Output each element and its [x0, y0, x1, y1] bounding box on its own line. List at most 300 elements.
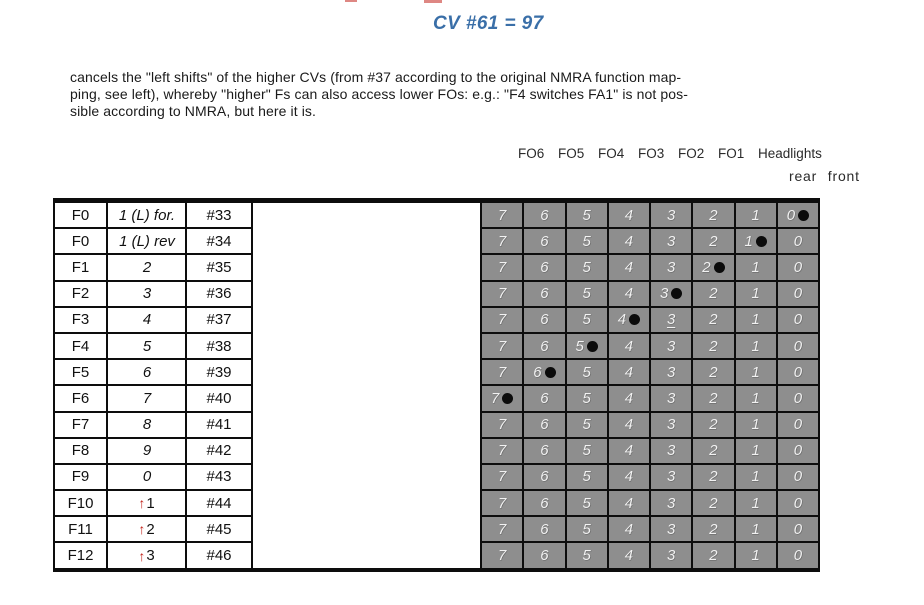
bit-cell	[567, 282, 607, 306]
bit-cell	[567, 308, 607, 332]
bit-cell	[567, 360, 607, 384]
bit-number: 7	[497, 337, 507, 355]
cv-number-cell: #35	[187, 255, 251, 279]
nmra-value-cell	[108, 282, 185, 306]
up-arrow-icon: ↑	[138, 495, 146, 512]
bit-cell	[778, 413, 818, 437]
bit-number: 3	[666, 311, 676, 329]
bit-cell	[736, 334, 776, 358]
bit-cell	[567, 491, 607, 515]
bit-cell	[693, 386, 733, 410]
bit-number: 3	[666, 206, 676, 224]
nmra-value-cell	[108, 517, 185, 541]
output-column-headers: FO6 FO5 FO4 FO3 FO2 FO1 Headlights	[518, 146, 822, 161]
bit-cell	[482, 543, 522, 567]
bit-cell	[651, 543, 691, 567]
bit-number: 1	[751, 494, 760, 512]
bit-number: 0	[793, 337, 803, 355]
bit-number: 6	[540, 442, 549, 460]
bit-cell	[736, 203, 776, 227]
cv-number-cell: #44	[187, 491, 251, 515]
bit-number: 4	[624, 416, 634, 434]
bit-number: 0	[793, 389, 803, 407]
bit-cell	[609, 308, 649, 332]
function-mapped-dot	[629, 314, 640, 325]
bit-number: 3	[659, 285, 669, 303]
bit-cell	[778, 282, 818, 306]
bit-cell	[693, 491, 733, 515]
cv-number-cell: #36	[187, 282, 251, 306]
bit-number: 5	[582, 520, 591, 538]
page-title: CV #61 = 97	[433, 13, 544, 34]
bit-cell	[482, 360, 522, 384]
nmra-value-cell	[108, 465, 185, 489]
bit-number: 1	[751, 311, 760, 329]
function-mapped-dot	[798, 210, 809, 221]
headlights-sublabels: rear front	[789, 168, 860, 184]
cv-number-cell: #33	[187, 203, 251, 227]
bit-number: 6	[540, 520, 549, 538]
function-key-cell: F6	[55, 386, 106, 410]
nmra-value-cell	[108, 439, 185, 463]
bit-cell	[651, 203, 691, 227]
nmra-value-cell	[108, 360, 185, 384]
bit-cell	[609, 413, 649, 437]
bit-number: 0	[793, 520, 803, 538]
up-arrow-icon: ↑	[138, 547, 146, 564]
bit-number: 2	[709, 547, 718, 565]
bit-number: 1	[751, 363, 760, 381]
bit-number: 7	[490, 389, 500, 407]
bit-number: 1	[751, 547, 760, 565]
bit-cell	[609, 203, 649, 227]
nmra-value: 1 (L) for.	[118, 206, 176, 224]
nmra-value: 9	[142, 442, 152, 460]
bit-cell	[567, 203, 607, 227]
bit-number: 6	[540, 258, 549, 276]
bit-cell	[524, 517, 564, 541]
function-key-cell: F1	[55, 255, 106, 279]
bit-cell	[736, 413, 776, 437]
cv-number-cell: #40	[187, 386, 251, 410]
bit-cell	[524, 439, 564, 463]
bit-number: 0	[793, 258, 803, 276]
bit-number: 7	[497, 363, 507, 381]
bit-number: 5	[582, 258, 591, 276]
nmra-value-cell	[108, 386, 185, 410]
bit-number: 6	[540, 206, 549, 224]
function-key-cell: F7	[55, 413, 106, 437]
bit-number: 6	[540, 311, 549, 329]
up-arrow-icon: ↑	[138, 521, 146, 538]
bit-number: 6	[533, 363, 542, 381]
bit-number: 3	[666, 337, 676, 355]
bit-cell	[736, 308, 776, 332]
paragraph-line: ping, see left), whereby "higher" Fs can also access lower FOs: e.g.: "F4 switches FA1" is not pos-	[70, 86, 689, 102]
bit-cell	[567, 517, 607, 541]
bit-number: 2	[709, 442, 718, 460]
nmra-value: 1 (L) rev	[119, 232, 175, 250]
bit-number: 7	[497, 416, 507, 434]
bit-number: 3	[666, 416, 676, 434]
bit-number: 2	[709, 494, 718, 512]
bit-cell	[482, 282, 522, 306]
bit-cell	[482, 491, 522, 515]
bit-cell	[693, 439, 733, 463]
paragraph-line: sible according to NMRA, but here it is.	[70, 103, 316, 119]
bit-number: 3	[666, 389, 676, 407]
function-mapped-dot	[545, 367, 556, 378]
bit-number: 1	[744, 232, 753, 250]
bit-cell	[736, 229, 776, 253]
table-bottom-border	[53, 568, 820, 572]
bit-number: 4	[624, 363, 634, 381]
cropped-text-fragment	[424, 0, 442, 3]
bit-number: 4	[624, 232, 634, 250]
bit-number: 6	[540, 285, 549, 303]
nmra-value: 3	[142, 285, 152, 303]
bit-number: 0	[793, 442, 803, 460]
bit-cell	[524, 386, 564, 410]
bit-number: 4	[624, 258, 634, 276]
function-key-cell: F9	[55, 465, 106, 489]
nmra-value: 3	[146, 547, 155, 565]
function-key-cell: F2	[55, 282, 106, 306]
function-key-cell: F3	[55, 308, 106, 332]
bit-cell	[524, 465, 564, 489]
bit-cell	[736, 517, 776, 541]
bit-number: 4	[624, 285, 634, 303]
bit-number: 1	[751, 285, 760, 303]
bit-cell	[609, 386, 649, 410]
bit-cell	[482, 386, 522, 410]
bit-matrix	[480, 203, 820, 568]
function-key-cell: F8	[55, 439, 106, 463]
bit-cell	[651, 360, 691, 384]
bit-cell	[482, 334, 522, 358]
bit-number: 5	[582, 389, 591, 407]
function-key-cell: F4	[55, 334, 106, 358]
bit-number: 3	[666, 258, 676, 276]
bit-number: 3	[666, 442, 676, 460]
nmra-value: 4	[142, 311, 152, 329]
bit-number: 7	[497, 468, 507, 486]
bit-cell	[693, 255, 733, 279]
nmra-value: 7	[142, 389, 152, 407]
bit-number: 5	[582, 547, 591, 565]
bit-number: 7	[497, 311, 507, 329]
bit-number: 5	[582, 468, 591, 486]
bit-cell	[778, 255, 818, 279]
bit-number: 1	[751, 442, 760, 460]
bit-cell	[524, 255, 564, 279]
bit-cell	[609, 439, 649, 463]
bit-number: 5	[582, 494, 591, 512]
function-key-cell: F11	[55, 517, 106, 541]
bit-number: 1	[751, 416, 760, 434]
bit-cell	[482, 517, 522, 541]
function-key-cell: F5	[55, 360, 106, 384]
bit-cell	[567, 543, 607, 567]
bit-number: 5	[582, 232, 591, 250]
bit-cell	[778, 543, 818, 567]
bit-cell	[524, 413, 564, 437]
nmra-value-cell	[108, 308, 185, 332]
bit-number: 3	[666, 232, 676, 250]
bit-cell	[651, 229, 691, 253]
bit-cell	[609, 282, 649, 306]
bit-cell	[609, 491, 649, 515]
bit-number: 3	[666, 494, 676, 512]
function-mapped-dot	[587, 341, 598, 352]
bit-cell	[524, 308, 564, 332]
bit-cell	[524, 203, 564, 227]
bit-number: 4	[624, 520, 634, 538]
bit-number: 7	[497, 494, 507, 512]
bit-number: 7	[497, 206, 507, 224]
cv-number-cell: #43	[187, 465, 251, 489]
function-mapped-dot	[756, 236, 767, 247]
bit-cell	[778, 439, 818, 463]
bit-cell	[693, 203, 733, 227]
bit-cell	[736, 465, 776, 489]
bit-cell	[736, 386, 776, 410]
bit-cell	[651, 517, 691, 541]
bit-number: 0	[793, 494, 803, 512]
bit-number: 1	[751, 258, 760, 276]
nmra-value-cell	[108, 413, 185, 437]
bit-number: 3	[666, 468, 676, 486]
bit-number: 3	[666, 363, 676, 381]
bit-number: 2	[702, 258, 711, 276]
function-key-cell: F12	[55, 543, 106, 567]
bit-number: 5	[582, 285, 591, 303]
bit-cell	[567, 334, 607, 358]
nmra-value-cell	[108, 334, 185, 358]
bit-cell	[651, 413, 691, 437]
bit-cell	[609, 229, 649, 253]
bit-cell	[693, 543, 733, 567]
function-cv-table	[53, 203, 253, 568]
function-mapped-dot	[714, 262, 725, 273]
bit-number: 4	[624, 547, 634, 565]
nmra-value-cell	[108, 229, 185, 253]
bit-number: 5	[582, 311, 591, 329]
bit-cell	[736, 543, 776, 567]
bit-number: 2	[709, 337, 718, 355]
bit-number: 7	[497, 442, 507, 460]
cropped-text-fragment	[345, 0, 357, 2]
bit-number: 0	[793, 232, 803, 250]
bit-number: 2	[709, 520, 718, 538]
bit-number: 4	[624, 206, 634, 224]
bit-number: 4	[624, 494, 634, 512]
bit-cell	[524, 491, 564, 515]
function-key-cell: F0	[55, 203, 106, 227]
nmra-value: 2	[142, 258, 152, 276]
bit-number: 2	[709, 416, 718, 434]
bit-number: 0	[786, 206, 796, 224]
cv-number-cell: #38	[187, 334, 251, 358]
bit-cell	[778, 491, 818, 515]
bit-cell	[524, 543, 564, 567]
bit-cell	[567, 413, 607, 437]
bit-cell	[567, 465, 607, 489]
cv-number-cell: #37	[187, 308, 251, 332]
bit-number: 0	[793, 468, 803, 486]
bit-cell	[524, 229, 564, 253]
bit-number: 6	[540, 337, 549, 355]
bit-number: 2	[709, 468, 718, 486]
bit-cell	[693, 413, 733, 437]
cv-number-cell: #45	[187, 517, 251, 541]
nmra-value: 0	[142, 468, 152, 486]
cv-number-cell: #42	[187, 439, 251, 463]
bit-number: 6	[540, 416, 549, 434]
nmra-value: 1	[146, 494, 155, 512]
bit-cell	[651, 334, 691, 358]
bit-cell	[736, 439, 776, 463]
nmra-value: 6	[142, 363, 152, 381]
bit-cell	[778, 229, 818, 253]
bit-number: 4	[624, 442, 634, 460]
bit-cell	[651, 386, 691, 410]
bit-number: 4	[624, 389, 634, 407]
bit-cell	[693, 334, 733, 358]
bit-cell	[736, 282, 776, 306]
bit-cell	[651, 255, 691, 279]
bit-number: 2	[709, 363, 718, 381]
bit-number: 4	[624, 337, 634, 355]
bit-cell	[482, 465, 522, 489]
bit-number: 6	[540, 547, 549, 565]
bit-cell	[651, 308, 691, 332]
bit-cell	[778, 465, 818, 489]
bit-number: 5	[582, 363, 591, 381]
bit-number: 1	[751, 337, 760, 355]
bit-cell	[524, 360, 564, 384]
nmra-value-cell	[108, 491, 185, 515]
bit-number: 4	[617, 311, 627, 329]
bit-cell	[567, 386, 607, 410]
function-key-cell: F0	[55, 229, 106, 253]
bit-cell	[736, 491, 776, 515]
bit-cell	[609, 334, 649, 358]
bit-cell	[693, 517, 733, 541]
cv-number-cell: #46	[187, 543, 251, 567]
bit-number: 5	[582, 442, 591, 460]
bit-number: 1	[751, 389, 760, 407]
nmra-value-cell	[108, 255, 185, 279]
bit-number: 7	[497, 258, 507, 276]
bit-number: 6	[540, 232, 549, 250]
bit-cell	[567, 439, 607, 463]
bit-cell	[778, 360, 818, 384]
bit-cell	[693, 465, 733, 489]
nmra-value-cell	[108, 203, 185, 227]
bit-number: 6	[540, 389, 549, 407]
cv-number-cell: #34	[187, 229, 251, 253]
bit-number: 3	[666, 547, 676, 565]
bit-cell	[567, 229, 607, 253]
bit-cell	[778, 308, 818, 332]
bit-number: 2	[709, 389, 718, 407]
bit-number: 2	[709, 311, 718, 329]
bit-cell	[693, 360, 733, 384]
bit-number: 1	[751, 468, 760, 486]
bit-number: 6	[540, 468, 549, 486]
bit-cell	[482, 255, 522, 279]
bit-number: 0	[793, 285, 803, 303]
bit-number: 2	[709, 285, 718, 303]
bit-number: 7	[497, 520, 507, 538]
bit-cell	[651, 282, 691, 306]
bit-number: 0	[793, 311, 803, 329]
bit-number: 1	[751, 206, 760, 224]
bit-number: 7	[497, 547, 507, 565]
bit-cell	[651, 491, 691, 515]
bit-cell	[778, 334, 818, 358]
bit-number: 5	[582, 416, 591, 434]
bit-cell	[778, 203, 818, 227]
bit-number: 4	[624, 468, 634, 486]
nmra-value-cell	[108, 543, 185, 567]
bit-number: 2	[709, 232, 718, 250]
bit-number: 6	[540, 494, 549, 512]
bit-cell	[693, 229, 733, 253]
bit-cell	[482, 308, 522, 332]
bit-cell	[693, 282, 733, 306]
bit-number: 1	[751, 520, 760, 538]
bit-number: 2	[709, 206, 718, 224]
cv-number-cell: #39	[187, 360, 251, 384]
bit-cell	[609, 543, 649, 567]
bit-cell	[567, 255, 607, 279]
bit-number: 0	[793, 547, 803, 565]
function-key-cell: F10	[55, 491, 106, 515]
bit-cell	[651, 465, 691, 489]
bit-cell	[609, 255, 649, 279]
bit-cell	[609, 465, 649, 489]
bit-number: 7	[497, 232, 507, 250]
bit-cell	[651, 439, 691, 463]
bit-number: 0	[793, 363, 803, 381]
bit-cell	[482, 229, 522, 253]
cv-number-cell: #41	[187, 413, 251, 437]
bit-number: 0	[793, 416, 803, 434]
bit-cell	[482, 203, 522, 227]
bit-cell	[482, 439, 522, 463]
bit-number: 5	[582, 206, 591, 224]
nmra-value: 2	[146, 520, 155, 538]
notes-empty-column	[253, 203, 480, 568]
bit-number: 3	[666, 520, 676, 538]
paragraph-line: cancels the "left shifts" of the higher CVs (from #37 according to the original NMRA function map-	[70, 69, 682, 85]
bit-cell	[609, 517, 649, 541]
bit-cell	[736, 255, 776, 279]
bit-cell	[778, 517, 818, 541]
bit-cell	[778, 386, 818, 410]
bit-cell	[736, 360, 776, 384]
description-paragraph	[70, 69, 688, 120]
bit-cell	[482, 413, 522, 437]
nmra-value: 5	[142, 337, 152, 355]
bit-cell	[524, 334, 564, 358]
nmra-value: 8	[142, 416, 152, 434]
bit-cell	[524, 282, 564, 306]
bit-cell	[693, 308, 733, 332]
function-mapped-dot	[671, 288, 682, 299]
